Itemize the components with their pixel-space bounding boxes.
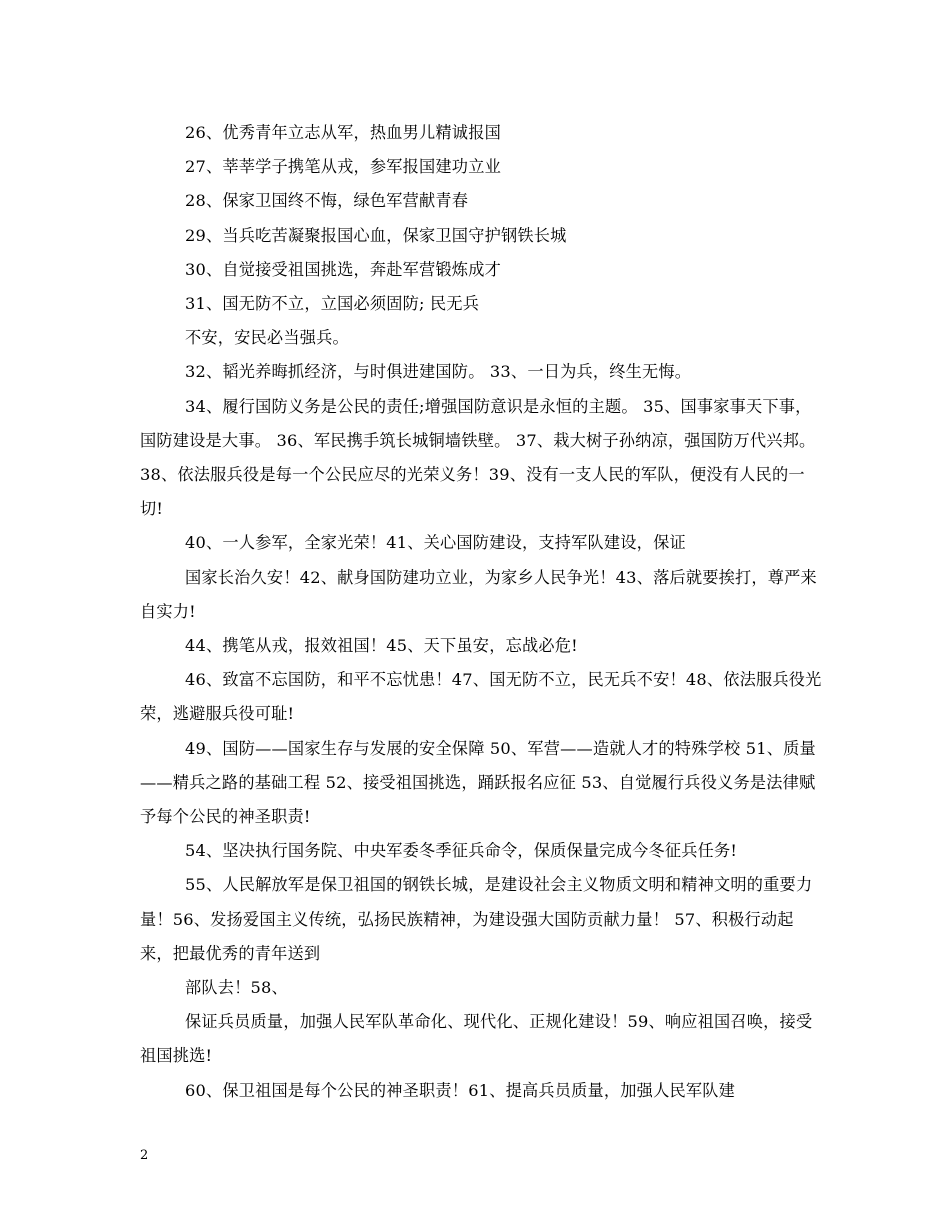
- paragraph-34: 34、履行国防义务是公民的责任;增强国防意识是永恒的主题。 35、国事家事天下事，国防建设是大事。 36、军民携手筑长城铜墙铁壁。 37、栽大树子孙纳凉，强国防万代兴邦。 38、依法服兵役是每一个公民应尽的光荣义务！39、没有一支人民的军队，便没有人民的一切!: [140, 396, 816, 519]
- paragraph-44: 44、携笔从戎，报效祖国！45、天下虽安，忘战必危!: [185, 636, 578, 656]
- paragraph-32: 32、韬光养晦抓经济，与时俱进建国防。 33、一日为兵，终生无悔。: [185, 362, 692, 382]
- paragraph-60: 60、保卫祖国是每个公民的神圣职责！61、提高兵员质量，加强人民军队建: [185, 1080, 736, 1100]
- page-number: 2: [140, 1148, 149, 1163]
- paragraph-28: 28、保家卫国终不悔，绿色军营献青春: [185, 191, 469, 211]
- paragraph-40-continued: 国家长治久安！42、献身国防建功立业，为家乡人民争光！43、落后就要挨打，尊严来自实力!: [140, 567, 817, 621]
- paragraph-31-continued: 不安，安民必当强兵。: [185, 328, 349, 348]
- paragraph-27: 27、莘莘学子携笔从戎，参军报国建功立业: [185, 157, 501, 177]
- paragraph-31: 31、国无防不立，立国必须固防; 民无兵: [185, 294, 480, 314]
- paragraph-55: 55、人民解放军是保卫祖国的钢铁长城，是建设社会主义物质文明和精神文明的重要力量！56、发扬爱国主义传统，弘扬民族精神，为建设强大国防贡献力量！ 57、积极行动起来，把最优秀的青年送到: [140, 875, 813, 963]
- paragraph-40: 40、一人参军，全家光荣！41、关心国防建设，支持军队建设，保证: [185, 533, 686, 553]
- document-body: [140, 116, 826, 1108]
- paragraph-57-continued: 部队去！58、: [185, 978, 288, 998]
- paragraph-49: 49、国防——国家生存与发展的安全保障 50、军营——造就人才的特殊学校 51、质量——精兵之路的基础工程 52、接受祖国挑选，踊跃报名应征 53、自觉履行兵役义务是法律赋予每个公民的神圣职责!: [140, 738, 816, 827]
- paragraph-58: 保证兵员质量，加强人民军队革命化、现代化、正规化建设！59、响应祖国召唤，接受祖国挑选!: [140, 1012, 813, 1066]
- paragraph-54: 54、坚决执行国务院、中央军委冬季征兵命令，保质保量完成今冬征兵任务!: [185, 841, 738, 861]
- paragraph-26: 26、优秀青年立志从军，热血男儿精诚报国: [185, 123, 501, 142]
- paragraph-30: 30、自觉接受祖国挑选，奔赴军营锻炼成才: [185, 259, 501, 279]
- paragraph-46: 46、致富不忘国防，和平不忘忧患！47、国无防不立，民无兵不安！48、依法服兵役光荣，逃避服兵役可耻!: [140, 670, 822, 724]
- paragraph-29: 29、当兵吃苦凝聚报国心血，保家卫国守护钢铁长城: [185, 225, 567, 245]
